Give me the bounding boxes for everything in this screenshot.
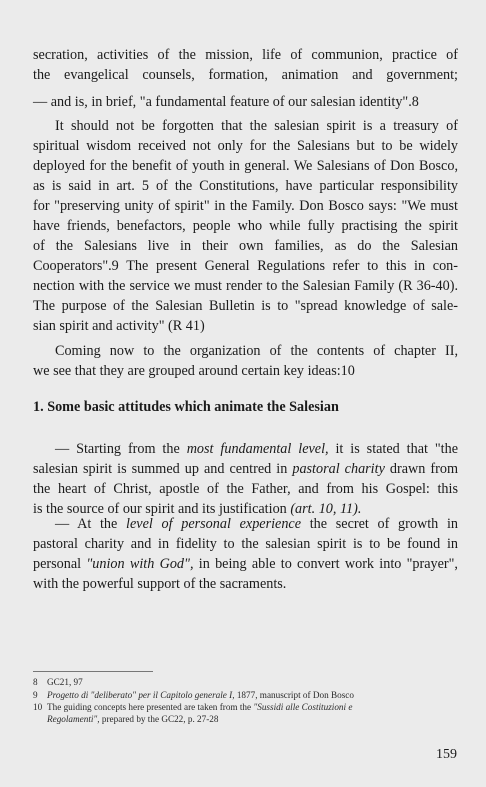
text-line: deployed for the benefit of youth in general. We Salesians of Don Bosco,: [33, 158, 458, 174]
text-line: the heart of Christ, apostle of the Father, and from his Gospel: this: [33, 481, 458, 497]
text-line: we see that they are grouped around certain key ideas:10: [33, 363, 355, 379]
page-number: 159: [436, 747, 457, 762]
text-line: salesian spirit is summed up and centred in pastoral charity drawn from: [33, 461, 458, 477]
text-line: It should not be forgotten that the salesian spirit is a treasury of: [55, 118, 458, 134]
text-line: — At the level of personal experience the secret of growth in: [55, 516, 458, 532]
text-line: Coming now to the organization of the contents of chapter II,: [55, 343, 458, 359]
text-line: have friends, benefactors, people who while fully practising the spirit: [33, 218, 458, 234]
footnote-divider: [33, 671, 153, 672]
text-line: spiritual wisdom received not only for the Salesians but to be widely: [33, 138, 458, 154]
text-line: for "preserving unity of spirit" in the Family. Don Bosco says: "We must: [33, 198, 458, 214]
section-heading: 1. Some basic attitudes which animate the Salesian: [33, 399, 339, 415]
text-line: with the powerful support of the sacraments.: [33, 576, 287, 592]
text-line: — and is, in brief, "a fundamental feature of our salesian identity".8: [33, 94, 419, 110]
text-line: — Starting from the most fundamental level, it is stated that "the: [55, 441, 458, 457]
text-line: of the Salesians live in their own families, as do the Salesian: [33, 238, 458, 254]
footnote-10-continued: Regolamenti", prepared by the GC22, p. 27-28: [47, 714, 219, 724]
text-line: is the source of our spirit and its justification (art. 10, 11).: [33, 501, 362, 517]
text-line: personal "union with God", in being able to convert work into "prayer",: [33, 556, 458, 572]
text-line: Cooperators".9 The present General Regulations refer to this in con-: [33, 258, 458, 274]
text-line: pastoral charity and in fidelity to the salesian spirit is to be found in: [33, 536, 458, 552]
text-line: sian spirit and activity" (R 41): [33, 318, 205, 334]
footnote-8: 8 GC21, 97: [33, 677, 83, 687]
text-line: The purpose of the Salesian Bulletin is to "spread knowledge of sale-: [33, 298, 458, 314]
text-line: as is said in art. 5 of the Constitutions, have particular responsibility: [33, 178, 458, 194]
footnote-9: 9 Progetto di "deliberato" per il Capitolo generale I, 1877, manuscript of Don Bosco: [33, 690, 354, 700]
text-line: the evangelical counsels, formation, animation and government;: [33, 67, 458, 83]
text-line: nection with the service we must render to the Salesian Family (R 36-40).: [33, 278, 458, 294]
footnote-10: 10 The guiding concepts here presented are taken from the "Sussidi alle Costituzioni e: [33, 702, 353, 712]
text-line: secration, activities of the mission, life of communion, practice of: [33, 47, 458, 63]
